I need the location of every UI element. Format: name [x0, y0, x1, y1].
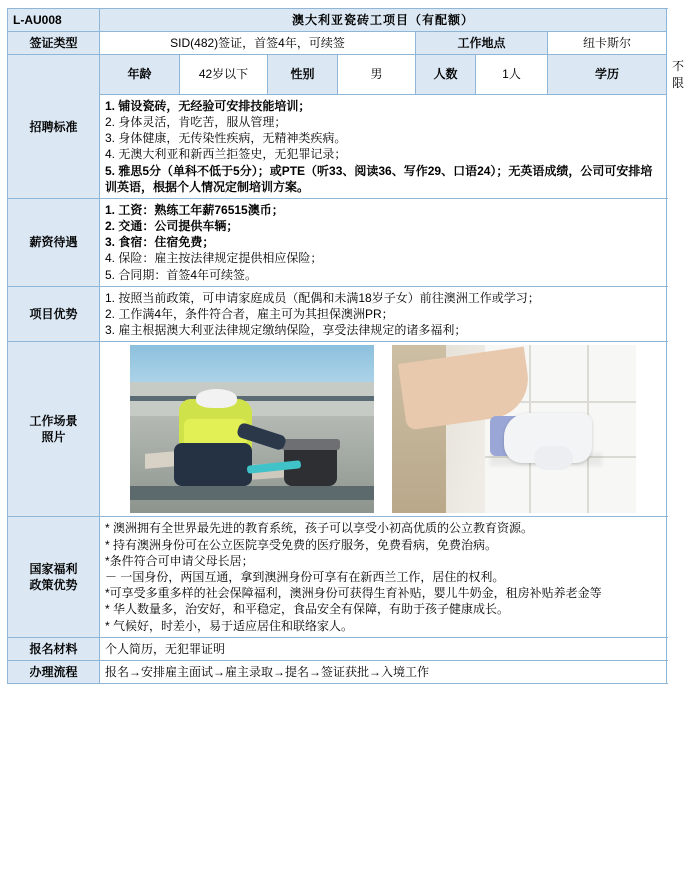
welfare-item: * 气候好，时差小，易于适应居住和联络家人。: [105, 618, 354, 633]
salary-item: 1. 工资：熟练工年薪76515澳币；: [105, 202, 284, 217]
welfare-item: *可享受多重多样的社会保障福利，澳洲身份可获得生育补贴，婴儿牛奶金，租房补贴养老金等: [105, 586, 602, 601]
count-label: 人数: [416, 55, 476, 94]
criteria-item: 1. 铺设瓷砖，无经验可安排技能培训；: [105, 98, 311, 113]
photos-label-line1: 工作场景: [29, 414, 78, 429]
salary-item: 5. 合同期：首签4年可续签。: [105, 267, 258, 282]
process-label: 办理流程: [8, 660, 100, 683]
visa-row: [8, 32, 667, 55]
recruit-criteria-label: 招聘标准: [8, 55, 100, 199]
salary-label: 薪资待遇: [8, 198, 100, 286]
criteria-item: 5. 雅思5分（单科不低于5分）；或PTE（听33、阅读36、写作29、口语24）；无英语成绩，公司可安排培训英语，根据个人情况定制培训方案。: [105, 163, 653, 194]
criteria-row: [8, 94, 667, 198]
materials-row: [8, 637, 667, 660]
education-label: 学历: [548, 55, 667, 94]
work-location-label: 工作地点: [416, 32, 548, 55]
welfare-row: [8, 517, 667, 637]
visa-type-value: SID(482)签证，首签4年，可续签: [100, 32, 416, 55]
welfare-label: [8, 517, 100, 637]
demographics-row: 招聘标准 年龄 42岁以下 性别 男 人数 1人 学历 不限: [8, 55, 667, 94]
age-label: 年龄: [100, 55, 180, 94]
criteria-item: 4. 无澳大利亚和新西兰拒签史，无犯罪记录；: [105, 147, 347, 162]
age-value: 42岁以下: [180, 55, 268, 94]
work-location-value: 纽卡斯尔: [548, 32, 667, 55]
salary-item: 4. 保险：雇主按法律规定提供相应保险；: [105, 251, 323, 266]
welfare-item: － 一国身份，两国互通，拿到澳洲身份可享有在新西兰工作，居住的权利。: [105, 569, 505, 584]
advantage-row: [8, 286, 667, 342]
welfare-item: * 持有澳洲身份可在公立医院享受免费的医疗服务，免费看病，免费治病。: [105, 537, 498, 552]
photos-row: [8, 342, 667, 517]
criteria-item: 2. 身体灵活，肯吃苦，服从管理；: [105, 114, 287, 129]
advantage-item: 3. 雇主根据澳大利亚法律规定缴纳保险，享受法律规定的诸多福利；: [105, 323, 467, 338]
title-row: [8, 9, 667, 32]
count-value: 1人: [476, 55, 548, 94]
welfare-item: * 澳洲拥有全世界最先进的教育系统，孩子可以享受小初高优质的公立教育资源。: [105, 521, 534, 536]
job-posting-table: [7, 8, 684, 684]
photos-cell: [100, 342, 667, 517]
advantage-item: 1. 按照当前政策，可申请家庭成员（配偶和未满18岁子女）前往澳洲工作或学习；: [105, 290, 540, 305]
worksite-photo-tiler: [130, 345, 374, 513]
doc-code: L-AU008: [8, 9, 100, 32]
visa-type-label: 签证类型: [8, 32, 100, 55]
welfare-item: * 华人数量多，治安好，和平稳定，食品安全有保障，有助于孩子健康成长。: [105, 602, 510, 617]
salary-item: 3. 食宿：住宿免费；: [105, 235, 215, 250]
advantage-item: 2. 工作满4年，条件符合者，雇主可为其担保澳洲PR；: [105, 307, 394, 321]
recruit-criteria-content: [100, 94, 667, 198]
gender-label: 性别: [268, 55, 338, 94]
welfare-item: *条件符合可申请父母长居；: [105, 553, 254, 568]
page-title: 澳大利亚瓷砖工项目（有配额）: [100, 9, 667, 32]
advantage-content: [100, 286, 667, 342]
salary-item: 2. 交通：公司提供车辆；: [105, 219, 239, 234]
materials-label: 报名材料: [8, 637, 100, 660]
gender-value: 男: [338, 55, 416, 94]
welfare-label-line1: 国家福利: [29, 561, 78, 576]
criteria-item: 3. 身体健康，无传染性疾病，无精神类疾病。: [105, 131, 347, 146]
materials-value: 个人简历，无犯罪证明: [100, 637, 667, 660]
advantage-label: 项目优势: [8, 286, 100, 342]
welfare-content: [100, 517, 667, 637]
process-row: [8, 660, 667, 683]
process-value: 报名→安排雇主面试→雇主录取→提名→签证获批→入境工作: [100, 660, 667, 683]
welfare-label-line2: 政策优势: [29, 578, 78, 593]
worksite-photo-wall-tiling: [392, 345, 636, 513]
photos-label: [8, 342, 100, 517]
salary-row: [8, 198, 667, 286]
photos-label-line2: 照片: [41, 430, 66, 445]
salary-content: [100, 198, 667, 286]
